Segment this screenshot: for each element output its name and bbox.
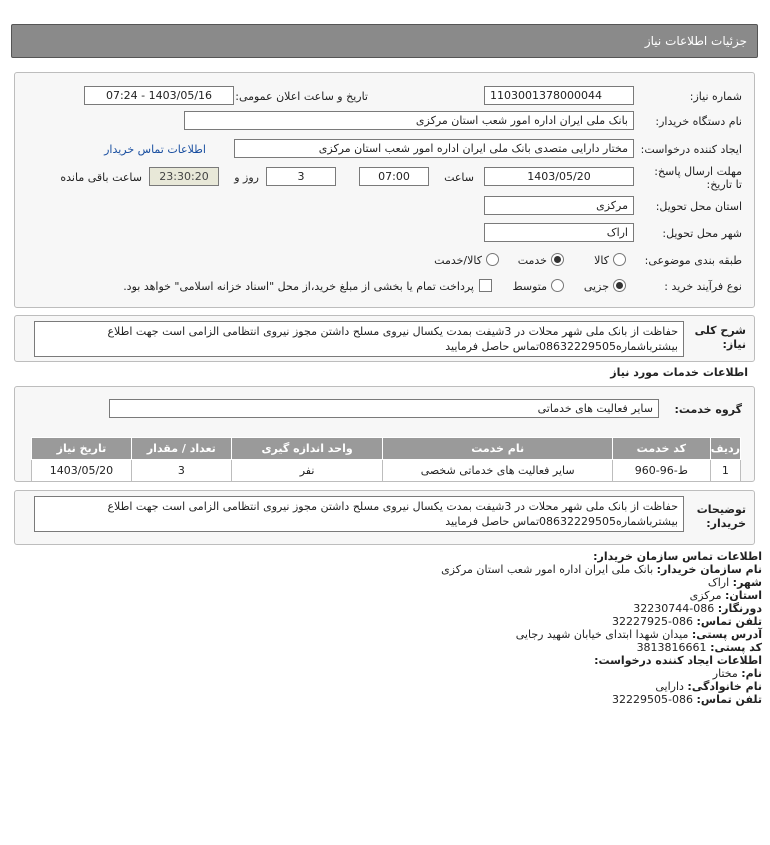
services-panel [14,386,755,482]
buyer-notes-text: حفاظت از بانک ملی شهر محلات در 3شیفت بمدت یکسال نیروی مسلح داشتن مجوز نیروی انتظامی الزامی است جهت اطلاع بیشترباشماره08632229505تماس حاصل فرمایید [34,496,684,532]
cell-row: 1 [710,460,740,482]
contact-org: بانک ملی ایران اداره امور شعب استان مرکزی [441,563,654,576]
deadline-label: مهلت ارسال پاسخ: تا تاریخ: [654,165,742,191]
announce-field[interactable]: 1403/05/16 - 07:24 [84,86,234,105]
services-table [31,437,741,482]
creator-title: اطلاعات ایجاد کننده درخواست: [594,654,762,667]
creator-phone-label: تلفن تماس: [696,693,762,706]
service-group-label: گروه خدمت: [674,403,742,416]
buyer-notes-label: توضیحات خریدار: [696,503,746,530]
treasury-note: پرداخت تمام یا بخشی از مبلغ خرید،از محل "اسناد خزانه اسلامی" خواهد بود. [123,280,474,293]
cell-date: 1403/05/20 [32,460,132,482]
cell-code: ط-96-960 [612,460,710,482]
description-text: حفاظت از بانک ملی شهر محلات در 3شیفت بمدت یکسال نیروی مسلح داشتن مجوز نیروی انتظامی الزامی است جهت اطلاع بیشترباشماره08632229505تماس حاصل فرمایید [34,321,684,357]
requester-field[interactable]: مختار دارایی متصدی بانک ملی ایران اداره امور شعب استان مرکزی [234,139,634,158]
need-info-panel [14,72,755,308]
buyer-org-label: نام دستگاه خریدار: [655,115,742,128]
need-number-field[interactable]: 1103001378000044 [484,86,634,105]
col-row: ردیف [710,438,740,460]
deadline-time-field[interactable]: 07:00 [359,167,429,186]
time-label: ساعت [444,171,474,184]
description-panel [14,315,755,362]
creator-family-label: نام خانوادگی: [687,680,762,693]
col-qty: تعداد / مقدار [131,438,231,460]
contact-province-label: استان: [725,589,762,602]
description-label: شرح کلی نیاز: [694,324,746,351]
contact-fax: 086-32230744 [633,602,715,615]
page-header [11,24,758,58]
need-number-label: شماره نیاز: [689,90,742,103]
buyer-notes-panel [14,490,755,545]
cell-name: سایر فعالیت های خدماتی شخصی [383,460,612,482]
category-both-radio[interactable] [486,253,499,266]
creator-family: دارایی [655,680,684,693]
process-label: نوع فرآیند خرید : [664,280,742,293]
service-group-field[interactable]: سایر فعالیت های خدماتی [109,399,659,418]
contact-address: میدان شهدا ابتدای خیابان شهید رجایی [515,628,689,641]
remaining-time-field: 23:30:20 [149,167,219,186]
category-both-label: کالا/خدمت [434,254,482,267]
page-title: جزئیات اطلاعات نیاز [644,34,747,48]
requester-label: ایجاد کننده درخواست: [640,143,742,156]
contact-address-label: آدرس پستی: [691,628,762,641]
col-name: نام خدمت [383,438,612,460]
treasury-checkbox[interactable] [479,279,492,292]
creator-phone: 086-32229505 [612,693,694,706]
creator-name-label: نام: [741,667,762,680]
contact-phone-label: تلفن تماس: [696,615,762,628]
contact-phone: 086-32227925 [612,615,694,628]
category-goods-radio[interactable] [613,253,626,266]
announce-label: تاریخ و ساعت اعلان عمومی: [235,90,368,103]
col-date: تاریخ نیاز [32,438,132,460]
category-service-label: خدمت [517,254,547,267]
cell-qty: 3 [131,460,231,482]
col-code: کد خدمت [612,438,710,460]
province-field[interactable]: مرکزی [484,196,634,215]
process-minor-radio[interactable] [613,279,626,292]
cell-unit: نفر [231,460,383,482]
category-service-radio[interactable] [551,253,564,266]
process-medium-label: متوسط [512,280,547,293]
category-label: طبقه بندی موضوعی: [644,254,742,267]
services-section-title: اطلاعات خدمات مورد نیاز [610,366,748,379]
days-label: روز و [234,171,259,184]
contact-province: مرکزی [689,589,722,602]
contact-city-label: شهر: [732,576,762,589]
province-label: استان محل تحویل: [655,200,742,213]
process-medium-radio[interactable] [551,279,564,292]
creator-name: مختار [712,667,738,680]
contact-city: اراک [707,576,730,589]
city-label: شهر محل تحویل: [662,227,742,240]
col-unit: واحد اندازه گیری [231,438,383,460]
remaining-label: ساعت باقی مانده [60,171,142,184]
days-field[interactable]: 3 [266,167,336,186]
contact-title: اطلاعات تماس سازمان خریدار: [593,550,762,563]
process-minor-label: جزیی [583,280,609,293]
contact-info [22,550,762,706]
buyer-org-field[interactable]: بانک ملی ایران اداره امور شعب استان مرکزی [184,111,634,130]
table-row[interactable] [32,460,741,482]
buyer-contact-link[interactable]: اطلاعات تماس خریدار [104,143,206,156]
table-header-row [32,438,741,460]
contact-postal: 3813816661 [636,641,707,654]
category-goods-label: کالا [594,254,609,267]
contact-postal-label: کد پستی: [710,641,762,654]
contact-fax-label: دورنگار: [717,602,762,615]
contact-org-label: نام سازمان خریدار: [656,563,762,576]
deadline-date-field[interactable]: 1403/05/20 [484,167,634,186]
city-field[interactable]: اراک [484,223,634,242]
